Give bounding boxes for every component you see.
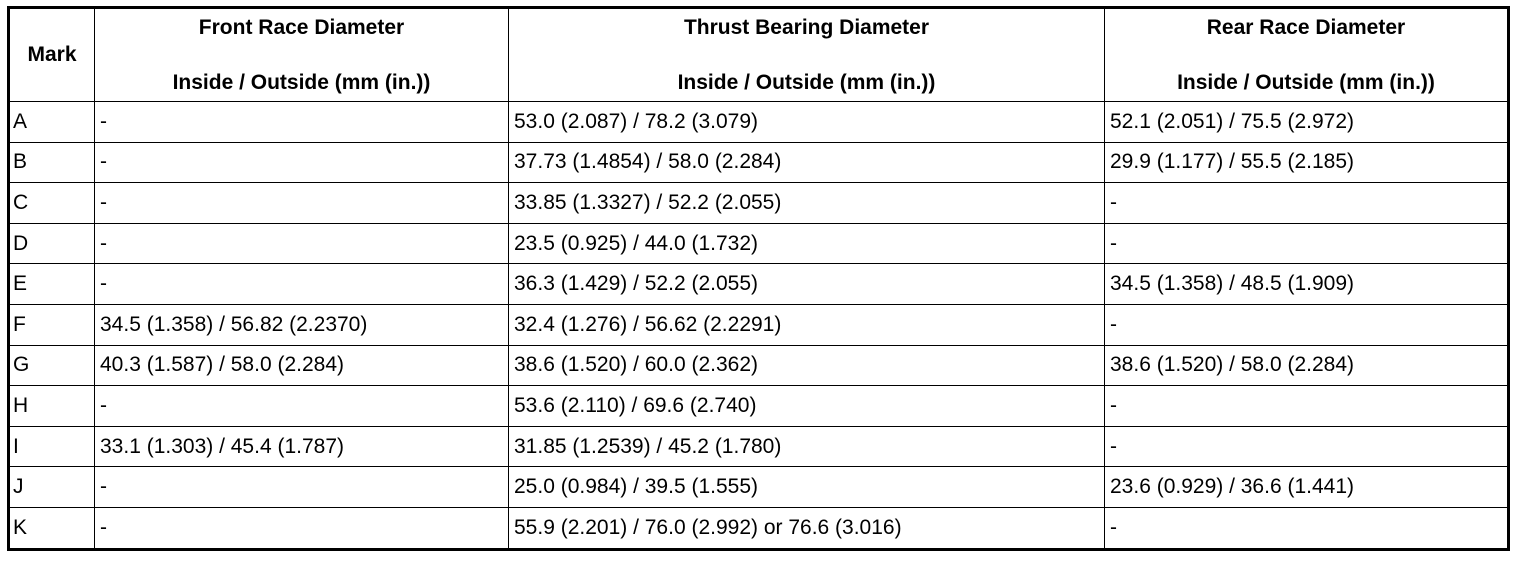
table-row [9,507,1509,549]
table-row [9,102,1509,143]
cell-thrust-bearing: 53.6 (2.110) / 69.6 (2.740) [509,386,1105,427]
cell-thrust-bearing: 53.0 (2.087) / 78.2 (3.079) [509,102,1105,143]
cell-rear-race: 52.1 (2.051) / 75.5 (2.972) [1105,102,1509,143]
cell-front-race: 40.3 (1.587) / 58.0 (2.284) [95,345,509,386]
table-row [9,467,1509,508]
cell-rear-race: - [1105,304,1509,345]
header-mark [9,8,95,102]
header-thrust-bearing [509,8,1105,102]
cell-mark: E [9,264,95,305]
cell-mark: I [9,426,95,467]
cell-rear-race: - [1105,386,1509,427]
cell-mark: G [9,345,95,386]
cell-mark: J [9,467,95,508]
table-row [9,264,1509,305]
cell-thrust-bearing: 25.0 (0.984) / 39.5 (1.555) [509,467,1105,508]
header-rear-race [1105,8,1509,102]
header-rear-subtitle: Inside / Outside (mm (in.)) [1177,70,1435,94]
cell-rear-race: 34.5 (1.358) / 48.5 (1.909) [1105,264,1509,305]
table-row [9,345,1509,386]
header-front-subtitle: Inside / Outside (mm (in.)) [172,70,431,94]
header-front-race [95,8,509,102]
table-body [9,102,1509,550]
cell-mark: H [9,386,95,427]
cell-front-race: - [95,223,509,264]
table-row [9,183,1509,224]
cell-thrust-bearing: 37.73 (1.4854) / 58.0 (2.284) [509,142,1105,183]
cell-thrust-bearing: 32.4 (1.276) / 56.62 (2.2291) [509,304,1105,345]
cell-front-race: - [95,264,509,305]
header-thrust-title: Thrust Bearing Diameter [683,15,930,39]
bearing-diameter-table [7,6,1510,551]
cell-front-race: - [95,386,509,427]
cell-rear-race: - [1105,223,1509,264]
cell-mark: K [9,507,95,549]
cell-thrust-bearing: 36.3 (1.429) / 52.2 (2.055) [509,264,1105,305]
cell-thrust-bearing: 55.9 (2.201) / 76.0 (2.992) or 76.6 (3.016) [509,507,1105,549]
cell-rear-race: 38.6 (1.520) / 58.0 (2.284) [1105,345,1509,386]
table-row [9,426,1509,467]
cell-front-race: 34.5 (1.358) / 56.82 (2.2370) [95,304,509,345]
cell-rear-race: - [1105,507,1509,549]
cell-mark: C [9,183,95,224]
cell-rear-race: 23.6 (0.929) / 36.6 (1.441) [1105,467,1509,508]
cell-thrust-bearing: 23.5 (0.925) / 44.0 (1.732) [509,223,1105,264]
header-thrust-subtitle: Inside / Outside (mm (in.)) [677,70,936,94]
table-row [9,304,1509,345]
cell-rear-race: 29.9 (1.177) / 55.5 (2.185) [1105,142,1509,183]
cell-mark: B [9,142,95,183]
cell-rear-race: - [1105,183,1509,224]
table-row [9,142,1509,183]
cell-thrust-bearing: 38.6 (1.520) / 60.0 (2.362) [509,345,1105,386]
cell-mark: F [9,304,95,345]
cell-front-race: - [95,183,509,224]
cell-rear-race: - [1105,426,1509,467]
table-header [9,8,1509,102]
cell-front-race: - [95,102,509,143]
cell-front-race: - [95,467,509,508]
cell-thrust-bearing: 31.85 (1.2539) / 45.2 (1.780) [509,426,1105,467]
header-row [9,8,1509,102]
cell-mark: D [9,223,95,264]
cell-front-race: - [95,142,509,183]
cell-front-race: 33.1 (1.303) / 45.4 (1.787) [95,426,509,467]
table-row [9,223,1509,264]
cell-front-race: - [95,507,509,549]
header-mark-label: Mark [27,43,77,66]
cell-mark: A [9,102,95,143]
table-row [9,386,1509,427]
header-rear-title: Rear Race Diameter [1206,15,1406,39]
header-front-title: Front Race Diameter [198,15,405,39]
cell-thrust-bearing: 33.85 (1.3327) / 52.2 (2.055) [509,183,1105,224]
